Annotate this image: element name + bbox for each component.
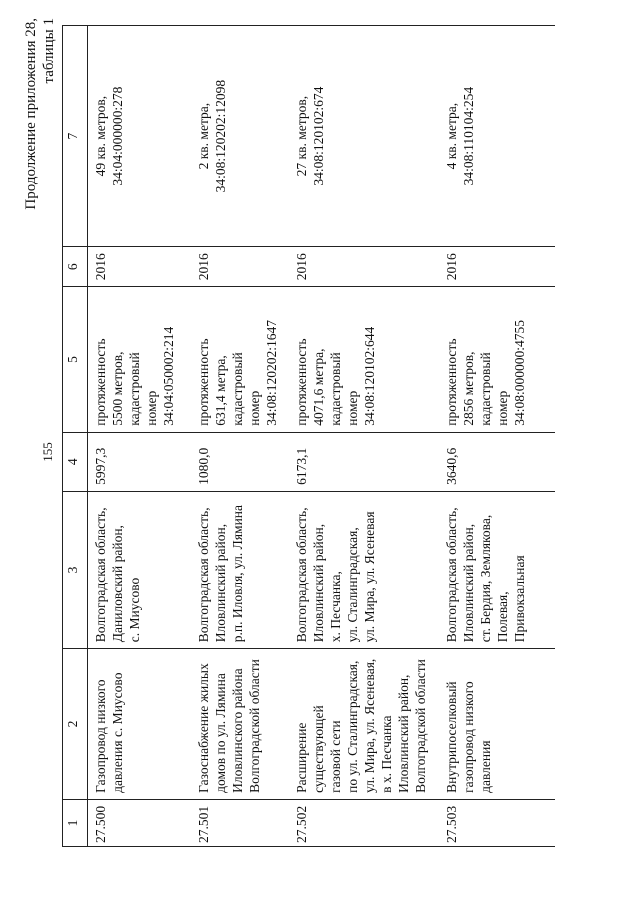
header-cell-6: 6 bbox=[63, 247, 88, 287]
table-cell-col3 bbox=[191, 491, 289, 648]
cell-line: Волгоградской области bbox=[413, 659, 428, 793]
header-cell-7: 7 bbox=[63, 26, 88, 247]
cell-line: 34:08:120202:12098 bbox=[213, 79, 228, 193]
table-cell-col3 bbox=[439, 491, 555, 648]
cell-line: 34:08:000000:4755 bbox=[512, 319, 527, 426]
cell-line: газовой сети bbox=[328, 720, 343, 793]
cell-line: 34:04:000000:278 bbox=[110, 86, 125, 186]
header-cell-3: 3 bbox=[63, 491, 88, 648]
cell-line: Иловлинского района bbox=[230, 668, 245, 793]
table-cell-col2 bbox=[191, 649, 289, 800]
cell-line: Привокзальная bbox=[512, 555, 527, 643]
table-row bbox=[439, 26, 555, 847]
table-cell-col2 bbox=[88, 649, 192, 800]
cell-line: по ул. Сталинградская, bbox=[345, 660, 360, 793]
cell-line: с. Миусово bbox=[127, 577, 142, 643]
cell-line: 34:08:120102:674 bbox=[311, 86, 326, 186]
cell-line: Внутрипоселковый bbox=[444, 681, 459, 793]
header-cell-1: 1 bbox=[63, 799, 88, 846]
table-cell-col3 bbox=[289, 491, 439, 648]
cell-line: протяженность bbox=[294, 338, 309, 426]
caption-line: Продолжение приложения 28, bbox=[23, 18, 39, 210]
cell-line: 5500 метров, bbox=[110, 351, 125, 426]
table-cell-col5 bbox=[439, 287, 555, 433]
cell-line: кадастровый bbox=[230, 352, 245, 426]
header-cell-5: 5 bbox=[63, 287, 88, 433]
table-cell-col5 bbox=[88, 287, 192, 433]
table-cell-col6: 2016 bbox=[439, 247, 555, 287]
table-cell-col3 bbox=[88, 491, 192, 648]
cell-line: ул. Мира, ул. Ясеневая bbox=[362, 511, 377, 643]
cell-line: 2856 метров, bbox=[461, 351, 476, 426]
cell-line: Газоснабжение жилых bbox=[196, 663, 211, 793]
table-cell-col5 bbox=[289, 287, 439, 433]
table-caption bbox=[22, 18, 58, 210]
cell-line: номер bbox=[345, 390, 360, 426]
cell-line: домов по ул. Лямина bbox=[213, 673, 228, 793]
table-cell-col7 bbox=[289, 26, 439, 247]
cell-line: 34:08:110104:254 bbox=[461, 86, 476, 186]
cell-line: ул. Сталинградская, bbox=[345, 527, 360, 643]
cell-line: р.п. Иловля, ул. Лямина bbox=[230, 504, 245, 643]
cell-line: х. Песчанка, bbox=[328, 571, 343, 643]
cell-line: номер bbox=[144, 390, 159, 426]
header-row bbox=[63, 26, 88, 847]
table-cell-col4: 5997,3 bbox=[88, 432, 192, 491]
table-cell-col6: 2016 bbox=[191, 247, 289, 287]
cell-line: 631,4 метра, bbox=[213, 355, 228, 426]
table-row bbox=[191, 26, 289, 847]
table-cell-col7 bbox=[191, 26, 289, 247]
cell-line: Иловлинский район, bbox=[311, 523, 326, 643]
cell-line: Иловлинский район, bbox=[396, 674, 411, 793]
cell-line: Газопровод низкого bbox=[93, 679, 108, 793]
header-cell-4: 4 bbox=[63, 432, 88, 491]
table-cell-col4: 3640,6 bbox=[439, 432, 555, 491]
cell-line: Волгоградская область, bbox=[93, 507, 108, 643]
table-cell-col2 bbox=[439, 649, 555, 800]
table-cell-col2 bbox=[289, 649, 439, 800]
table-cell-col4: 6173,1 bbox=[289, 432, 439, 491]
header-cell-2: 2 bbox=[63, 649, 88, 800]
cell-line: протяженность bbox=[444, 338, 459, 426]
cell-line: 2 кв. метра, bbox=[196, 102, 211, 170]
cell-line: давления bbox=[478, 740, 493, 793]
cell-line: газопровод низкого bbox=[461, 681, 476, 793]
cell-line: 27 кв. метров, bbox=[294, 95, 309, 177]
cell-line: кадастровый bbox=[328, 352, 343, 426]
cell-line: протяженность bbox=[196, 338, 211, 426]
cell-line: Расширение bbox=[294, 722, 309, 793]
cell-line: существующей bbox=[311, 705, 326, 793]
cell-line: Иловлинский район, bbox=[213, 523, 228, 643]
table-cell-col1: 27.500 bbox=[88, 799, 192, 846]
cell-line: давления с. Миусово bbox=[110, 672, 125, 793]
cell-line: номер bbox=[247, 390, 262, 426]
table-cell-col7 bbox=[88, 26, 192, 247]
cell-line: кадастровый bbox=[478, 352, 493, 426]
cell-line: 49 кв. метров, bbox=[93, 95, 108, 177]
cell-line: кадастровый bbox=[127, 352, 142, 426]
cell-line: ст. Бердия, Землякова, bbox=[478, 514, 493, 643]
table-cell-col7 bbox=[439, 26, 555, 247]
cell-line: 4 кв. метра, bbox=[444, 102, 459, 170]
table-cell-col6: 2016 bbox=[88, 247, 192, 287]
cell-line: 4071,6 метра, bbox=[311, 348, 326, 426]
cell-line: номер bbox=[495, 390, 510, 426]
cell-line: Волгоградская область, bbox=[444, 507, 459, 643]
page-number: 155 bbox=[40, 442, 55, 462]
table-row bbox=[289, 26, 439, 847]
cell-line: Волгоградской области bbox=[247, 659, 262, 793]
cell-line: Даниловский район, bbox=[110, 525, 125, 643]
table-cell-col5 bbox=[191, 287, 289, 433]
cell-line: Полевая, bbox=[495, 591, 510, 643]
table-cell-col4: 1080,0 bbox=[191, 432, 289, 491]
cell-line: 34:08:120102:644 bbox=[362, 326, 377, 426]
table-row bbox=[88, 26, 192, 847]
cell-line: протяженность bbox=[93, 338, 108, 426]
cell-line: Волгоградская область, bbox=[294, 507, 309, 643]
cell-line: Иловлинский район, bbox=[461, 523, 476, 643]
cell-line: 34:08:120202:1647 bbox=[264, 319, 279, 426]
table-cell-col6: 2016 bbox=[289, 247, 439, 287]
table-cell-col1: 27.503 bbox=[439, 799, 555, 846]
registry-table bbox=[62, 25, 555, 847]
cell-line: 34:04:050002:214 bbox=[161, 326, 176, 426]
cell-line: Волгоградская область, bbox=[196, 507, 211, 643]
cell-line: в х. Песчанка bbox=[379, 715, 394, 793]
cell-line: ул. Мира, ул. Ясеневая, bbox=[362, 658, 377, 793]
caption-line: таблицы 1 bbox=[41, 18, 57, 84]
table-cell-col1: 27.502 bbox=[289, 799, 439, 846]
table-cell-col1: 27.501 bbox=[191, 799, 289, 846]
